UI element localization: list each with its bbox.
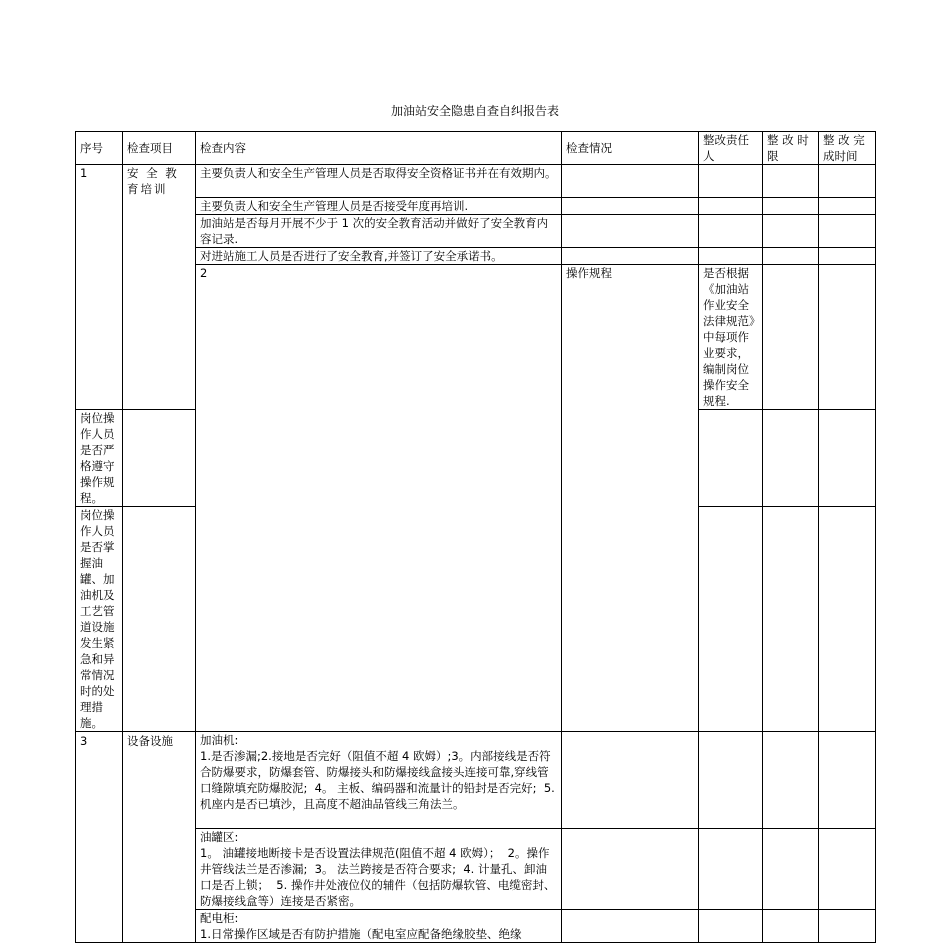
done-time-cell[interactable] — [819, 910, 876, 943]
deadline-cell[interactable] — [763, 507, 819, 732]
section-item: 操作规程 — [562, 265, 699, 732]
check-content: 配电柜: 1.日常操作区域是否有防护措施（配电室应配备绝缘胶垫、绝缘 — [196, 910, 562, 943]
owner-cell[interactable] — [699, 910, 763, 943]
done-time-cell[interactable] — [819, 507, 876, 732]
section-number: 2 — [196, 265, 562, 732]
owner-cell[interactable] — [699, 215, 763, 248]
check-content: 主要负责人和安全生产管理人员是否取得安全资格证书并在有效期内。 — [196, 165, 562, 198]
owner-cell[interactable] — [699, 198, 763, 215]
deadline-cell[interactable] — [763, 248, 819, 265]
deadline-cell[interactable] — [763, 215, 819, 248]
owner-cell[interactable] — [699, 507, 763, 732]
deadline-cell[interactable] — [763, 910, 819, 943]
check-status-cell[interactable] — [562, 198, 699, 215]
header-deadline: 整 改 时限 — [763, 132, 819, 165]
section-number: 1 — [76, 165, 123, 410]
check-status-cell[interactable] — [562, 248, 699, 265]
done-time-cell[interactable] — [819, 829, 876, 910]
done-time-cell[interactable] — [819, 248, 876, 265]
inspection-report-table — [75, 131, 876, 943]
table-row — [76, 829, 876, 910]
owner-cell[interactable] — [819, 265, 876, 410]
owner-cell[interactable] — [699, 410, 763, 507]
table-row — [76, 165, 876, 198]
check-status-cell[interactable] — [562, 732, 699, 829]
check-status-cell[interactable] — [562, 910, 699, 943]
table-header-row — [76, 132, 876, 165]
check-status-cell[interactable] — [763, 265, 819, 410]
header-content: 检查内容 — [196, 132, 562, 165]
done-time-cell[interactable] — [819, 410, 876, 507]
check-status-cell[interactable] — [562, 165, 699, 198]
header-owner: 整改责任人 — [699, 132, 763, 165]
check-content: 加油机: 1.是否渗漏;2.接地是否完好（阻值不超 4 欧姆）;3。内部接线是否符合防爆要求，防爆套管、防爆接头和防爆接线盒接头连接可靠,穿线管口缝隙填充防爆胶泥; 4。 主板、编码器和流量计的铅封是否完好; 5. 机座内是否已填沙，且高度不超油品管线三角法兰。 — [196, 732, 562, 829]
deadline-cell[interactable] — [763, 410, 819, 507]
check-content: 岗位操作人员是否严格遵守操作规程。 — [76, 410, 123, 507]
check-status-cell[interactable] — [562, 829, 699, 910]
check-status-cell[interactable] — [123, 410, 196, 507]
check-content: 是否根据《加油站作业安全法律规范》中每项作业要求，编制岗位操作安全规程. — [699, 265, 763, 410]
check-content: 岗位操作人员是否掌握油罐、加油机及工艺管道设施发生紧急和异常情况时的处理措施。 — [76, 507, 123, 732]
deadline-cell[interactable] — [763, 165, 819, 198]
check-content: 加油站是否每月开展不少于 1 次的安全教育活动并做好了安全教育内容记录. — [196, 215, 562, 248]
header-status: 检查情况 — [562, 132, 699, 165]
owner-cell[interactable] — [699, 829, 763, 910]
done-time-cell[interactable] — [819, 732, 876, 829]
table-row — [76, 910, 876, 943]
section-number: 3 — [76, 732, 123, 943]
owner-cell[interactable] — [699, 165, 763, 198]
deadline-cell[interactable] — [763, 198, 819, 215]
done-time-cell[interactable] — [819, 165, 876, 198]
check-status-cell[interactable] — [123, 507, 196, 732]
table-row — [76, 732, 876, 829]
check-content: 对进站施工人员是否进行了安全教育,并签订了安全承诺书。 — [196, 248, 562, 265]
check-content: 油罐区: 1。 油罐接地断接卡是否设置法律规范(阻值不超 4 欧姆）； 2。操作井管线法兰是否渗漏; 3。 法兰跨接是否符合要求; 4. 计量孔、卸油口是否上锁； 5. 操作井处液位仪的辅件（包括防爆软管、电缆密封、防爆接线盒等）连接是否紧密。 — [196, 829, 562, 910]
done-time-cell[interactable] — [819, 215, 876, 248]
check-content: 主要负责人和安全生产管理人员是否接受年度再培训. — [196, 198, 562, 215]
done-time-cell[interactable] — [819, 198, 876, 215]
header-no: 序号 — [76, 132, 123, 165]
table-row — [76, 215, 876, 248]
table-row — [76, 198, 876, 215]
owner-cell[interactable] — [699, 732, 763, 829]
table-row — [76, 248, 876, 265]
header-item: 检查项目 — [123, 132, 196, 165]
deadline-cell[interactable] — [763, 829, 819, 910]
table-row — [76, 265, 876, 410]
owner-cell[interactable] — [699, 248, 763, 265]
check-status-cell[interactable] — [562, 215, 699, 248]
deadline-cell[interactable] — [763, 732, 819, 829]
section-item: 安 全 教 育培训 — [123, 165, 196, 410]
section-item: 设备设施 — [123, 732, 196, 943]
page-title: 加油站安全隐患自查自纠报告表 — [390, 104, 559, 118]
header-done-time: 整 改 完成时间 — [819, 132, 876, 165]
